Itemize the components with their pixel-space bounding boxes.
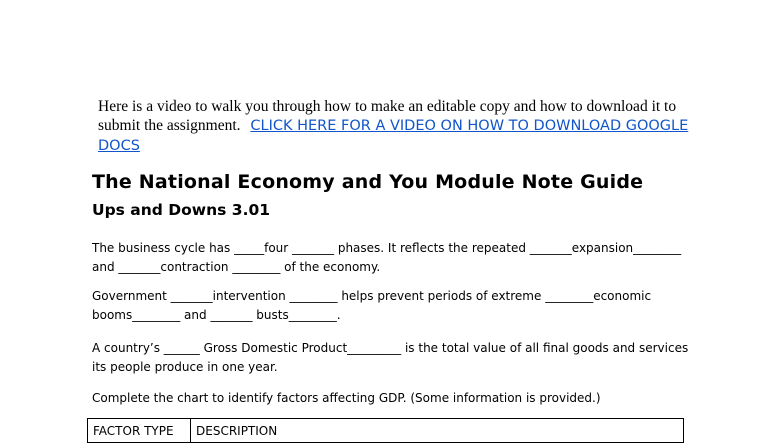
document-title: The National Economy and You Module Note Guide <box>92 171 644 193</box>
gdp-paragraph: A country’s ______ Gross Domestic Product_________ is the total value of all final goods and services its people produce in one year. <box>92 341 689 374</box>
table-header-row <box>88 419 684 443</box>
intro-paragraph <box>98 97 698 156</box>
chart-instruction-paragraph: Complete the chart to identify factors affecting GDP. (Some information is provided.) <box>92 391 601 405</box>
government-paragraph: Government _______intervention ________ helps prevent periods of extreme ________economic booms________ and _______ busts________. <box>92 289 652 322</box>
table-header-description: DESCRIPTION <box>191 419 684 443</box>
intro-text: Here is a video to walk you through how to make an editable copy and how to download it to submit the assignment. <box>98 98 677 134</box>
video-link[interactable]: CLICK HERE FOR A VIDEO ON HOW TO DOWNLOAD GOOGLE DOCS <box>98 118 689 154</box>
table-header-factor-type: FACTOR TYPE <box>88 419 191 443</box>
business-cycle-paragraph: The business cycle has _____four _______ phases. It reflects the repeated _______expansion________ and _______contraction ________ of the economy. <box>92 241 682 274</box>
gdp-factors-table <box>87 418 684 443</box>
document-subtitle: Ups and Downs 3.01 <box>92 201 271 219</box>
